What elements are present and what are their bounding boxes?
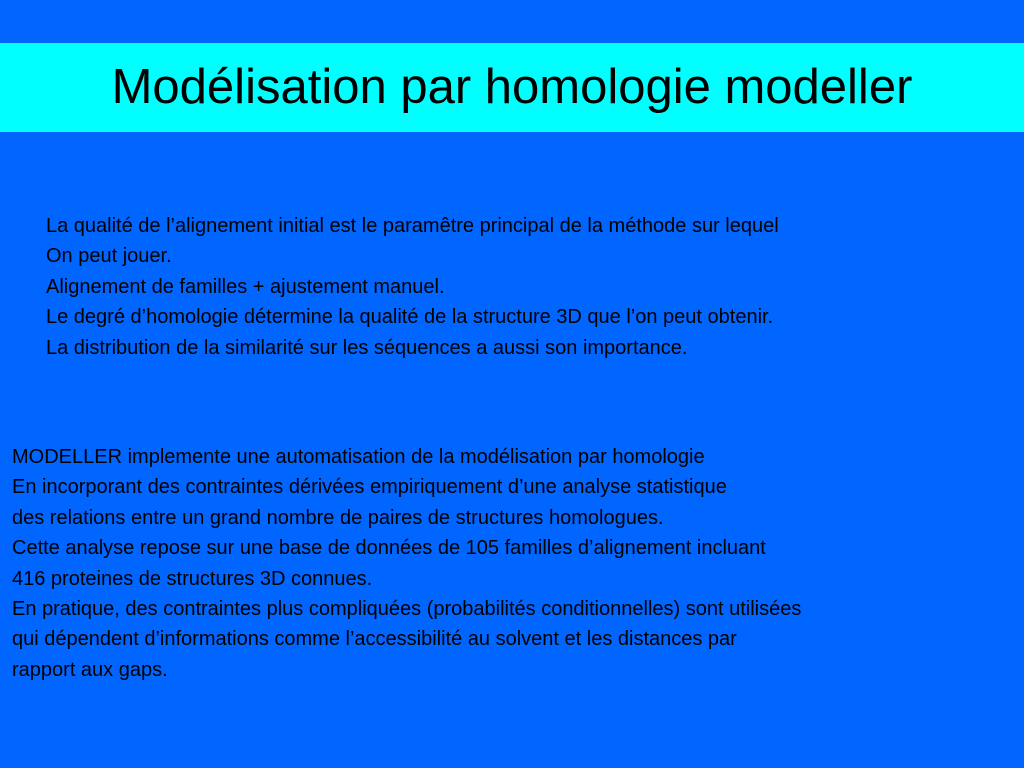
- text-line: rapport aux gaps.: [12, 658, 168, 681]
- text-line: Le degré d’homologie détermine la qualité de la structure 3D que l’on peut obtenir.: [46, 306, 774, 329]
- paragraph-alignment-quality: [46, 211, 779, 363]
- title-band: [0, 43, 1024, 132]
- text-line: 416 proteines de structures 3D connues.: [12, 567, 373, 590]
- text-line: La distribution de la similarité sur les séquences a aussi son importance.: [46, 336, 688, 359]
- text-line: On peut jouer.: [46, 245, 172, 268]
- text-line: des relations entre un grand nombre de paires de structures homologues.: [12, 506, 664, 529]
- text-line: En pratique, des contraintes plus compliquées (probabilités conditionnelles) sont utilisées: [12, 598, 802, 621]
- paragraph-modeller: [12, 442, 801, 685]
- slide-title: Modélisation par homologie modeller: [111, 60, 913, 114]
- text-line: En incorporant des contraintes dérivées empiriquement d’une analyse statistique: [12, 476, 727, 499]
- text-line: Cette analyse repose sur une base de données de 105 familles d’alignement incluant: [12, 537, 766, 560]
- text-line: MODELLER implemente une automatisation de la modélisation par homologie: [12, 446, 705, 468]
- text-line: Alignement de familles + ajustement manuel.: [46, 275, 445, 298]
- text-line: qui dépendent d’informations comme l’accessibilité au solvent et les distances par: [12, 628, 737, 651]
- text-line: La qualité de l’alignement initial est le paramêtre principal de la méthode sur lequel: [46, 215, 779, 237]
